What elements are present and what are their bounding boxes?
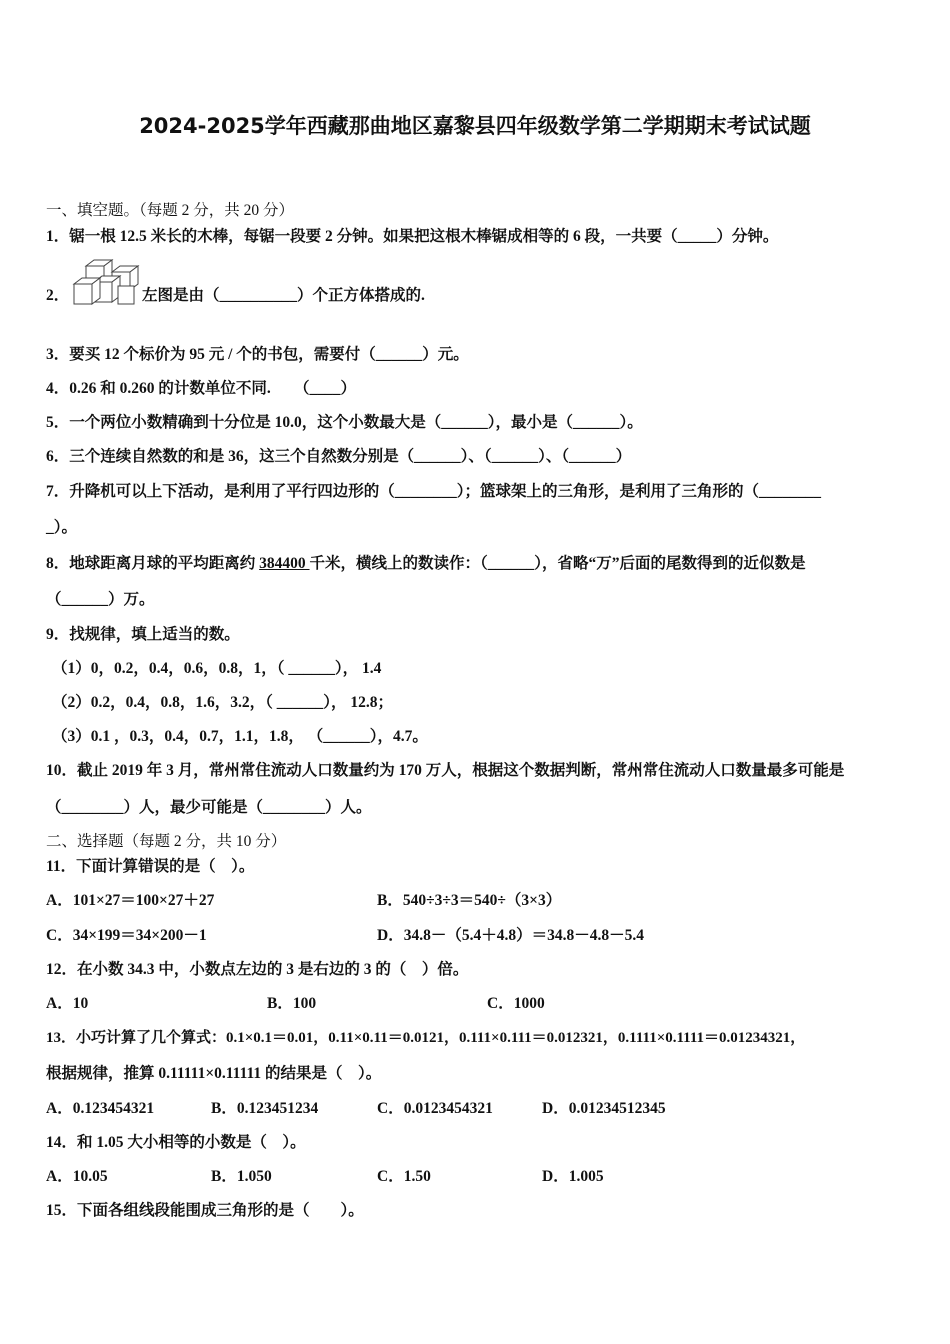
- question-15-stem: 15．下面各组线段能围成三角形的是（ ）。: [46, 1202, 364, 1219]
- question-14-option-a: A．10.05: [46, 1168, 108, 1185]
- section-1-heading: 一、填空题。（每题 2 分，共 20 分）: [46, 202, 295, 219]
- question-8: [46, 554, 806, 574]
- question-13-option-a: A．0.123454321: [46, 1100, 155, 1117]
- question-10: 10．截止 2019 年 3 月，常州常住流动人口数量约为 170 万人，根据这个数据判断，常州常住流动人口数量最多可能是: [46, 762, 845, 779]
- question-11-option-d: D．34.8－（5.4＋4.8）＝34.8－4.8－5.4: [377, 927, 644, 944]
- question-8-continued: （______）万。: [46, 591, 155, 608]
- question-12-option-c: C．1000: [487, 995, 545, 1012]
- question-11-stem: 11．下面计算错误的是（ ）。: [46, 858, 255, 875]
- question-14-option-d: D．1.005: [542, 1168, 604, 1185]
- question-10-continued: （________）人，最少可能是（________）人。: [46, 799, 372, 816]
- question-6: 6．三个连续自然数的和是 36，这三个自然数分别是（______）、（______）、（______）: [46, 448, 632, 465]
- question-4: 4．0.26 和 0.260 的计数单位不同. （____）: [46, 380, 357, 397]
- question-2-number: 2．: [46, 287, 70, 304]
- question-13-continued: 根据规律，推算 0.11111×0.11111 的结果是（ ）。: [46, 1065, 382, 1082]
- question-13-option-d: D．0.01234512345: [542, 1100, 666, 1117]
- question-9-part-1: （1）0，0.2，0.4，0.6，0.8，1，（ ______）， 1.4: [52, 660, 382, 677]
- question-14-option-c: C．1.50: [377, 1168, 431, 1185]
- question-5: 5．一个两位小数精确到十分位是 10.0，这个小数最大是（______），最小是（______）。: [46, 414, 643, 431]
- question-11-option-c: C．34×199＝34×200－1: [46, 927, 207, 944]
- question-3: 3．要买 12 个标价为 95 元 / 个的书包，需要付（______）元。: [46, 346, 469, 363]
- question-9-part-3: （3）0.1 ，0.3，0.4，0.7，1.1，1.8， （______），4.7。: [52, 728, 428, 745]
- question-11-option-b: B．540÷3÷3＝540÷（3×3）: [377, 892, 562, 909]
- question-14-option-b: B．1.050: [211, 1168, 272, 1185]
- stacked-cubes-figure: [68, 258, 142, 306]
- question-9-stem: 9．找规律，填上适当的数。: [46, 626, 240, 643]
- question-2: 左图是由（__________）个正方体搭成的.: [142, 287, 425, 304]
- question-8-number: 384400: [259, 555, 310, 572]
- page-title: 2024-2025学年西藏那曲地区嘉黎县四年级数学第二学期期末考试试题: [139, 114, 811, 138]
- question-13-option-c: C．0.0123454321: [377, 1100, 493, 1117]
- question-12-stem: 12．在小数 34.3 中，小数点左边的 3 是右边的 3 的（ ）倍。: [46, 961, 469, 978]
- question-9-part-2: （2）0.2，0.4，0.8，1.6，3.2，（ ______）， 12.8；: [52, 694, 394, 711]
- question-14-stem: 14．和 1.05 大小相等的小数是（ ）。: [46, 1134, 306, 1151]
- question-13-option-b: B．0.123451234: [211, 1100, 319, 1117]
- question-7: 7．升降机可以上下活动，是利用了平行四边形的（________）；篮球架上的三角形，是利用了三角形的（________: [46, 483, 822, 500]
- question-11-option-a: A．101×27＝100×27＋27: [46, 892, 215, 909]
- question-12-option-a: A．10: [46, 995, 89, 1012]
- question-8-post: 千米，横线上的数读作：（______），省略“万”后面的尾数得到的近似数是: [309, 555, 806, 572]
- question-12-option-b: B．100: [267, 995, 317, 1012]
- question-1: 1．锯一根 12.5 米长的木棒，每锯一段要 2 分钟。如果把这根木棒锯成相等的 6 段，一共要（_____）分钟。: [46, 228, 779, 245]
- question-13-stem: 13．小巧计算了几个算式：0.1×0.1＝0.01，0.11×0.11＝0.0121，0.111×0.111＝0.012321，0.1111×0.1111＝0.01234321，: [46, 1030, 806, 1046]
- question-8-pre: 8．地球距离月球的平均距离约: [46, 555, 260, 572]
- section-2-heading: 二、选择题（每题 2 分，共 10 分）: [46, 833, 287, 850]
- question-7-continued: _）。: [46, 519, 78, 536]
